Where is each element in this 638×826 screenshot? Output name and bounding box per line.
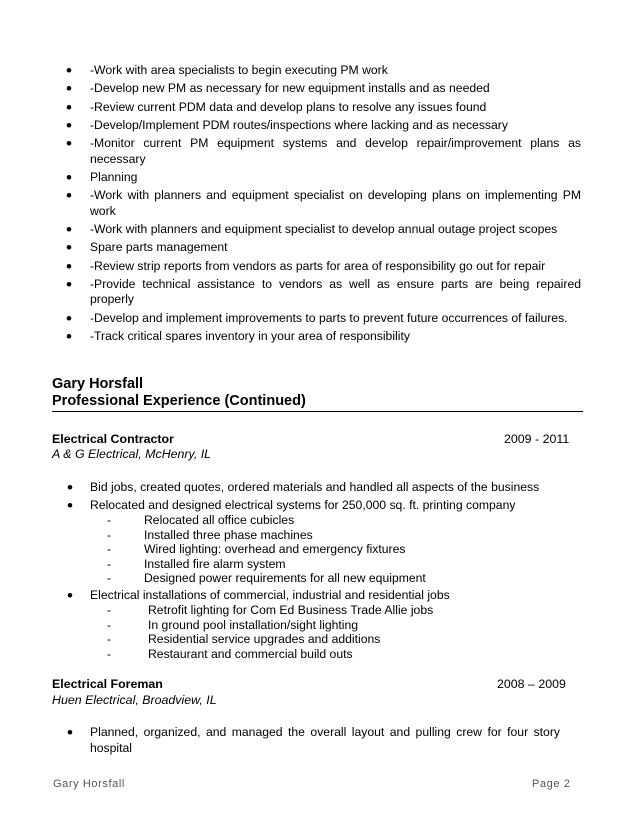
bullet-icon: • xyxy=(66,220,72,240)
list-item: • Planned, organized, and managed the overall layout and pulling crew for four story hospital xyxy=(67,723,560,755)
bullet-icon: • xyxy=(66,274,72,294)
company-name: Huen Electrical, Broadview, IL xyxy=(52,693,217,707)
bullet-icon: • xyxy=(66,61,72,80)
list-item: • Bid jobs, created quotes, ordered materials and handled all aspects of the business xyxy=(67,478,540,497)
job-title: Electrical Foreman xyxy=(52,677,163,691)
job-dates: 2008 – 2009 xyxy=(497,677,566,691)
bullet-icon: • xyxy=(66,167,72,187)
list-item: • -Track critical spares inventory in your area of responsibility xyxy=(66,327,410,347)
candidate-name: Gary Horsfall xyxy=(52,376,144,392)
sub-list-item: - Installed three phase machines xyxy=(107,527,313,542)
bullet-icon: • xyxy=(66,115,72,135)
list-item: • -Develop new PM as necessary for new equipment installs and as needed xyxy=(66,79,490,99)
list-item: • Relocated and designed electrical systems for 250,000 sq. ft. printing company - Relocated all office cubicles - Installed three phase machines - Wired lighting: overhead and emergency fixtures - Installed fire alarm system - Designed power requirements for all new equipment xyxy=(90,498,583,586)
section-title: Professional Experience (Continued) xyxy=(52,393,306,409)
bullet-icon: • xyxy=(66,256,72,276)
bullet-icon: • xyxy=(66,238,72,258)
sub-list-item: - Residential service upgrades and additions xyxy=(107,632,381,646)
list-item: • Spare parts management xyxy=(66,238,228,258)
list-item: • -Work with planners and equipment specialist to develop annual outage project scopes xyxy=(66,220,558,240)
list-item: • -Develop/Implement PDM routes/inspections where lacking and as necessary xyxy=(66,115,508,135)
sub-list-item: - Relocated all office cubicles xyxy=(107,513,295,527)
dash-icon: - xyxy=(107,527,112,542)
job-duties-list xyxy=(67,478,583,663)
dash-icon: - xyxy=(107,617,112,632)
sub-list-item: - Installed fire alarm system xyxy=(107,556,286,571)
sub-list xyxy=(90,513,583,586)
company-name: A & G Electrical, McHenry, IL xyxy=(52,447,212,461)
bullet-icon: • xyxy=(66,97,72,117)
list-item: • -Develop and implement improvements to parts to prevent future occurrences of failures. xyxy=(66,308,568,328)
list-item: • -Review strip reports from vendors as parts for area of responsibility go out for repair xyxy=(66,256,546,276)
section-divider xyxy=(52,411,583,412)
list-item: • -Monitor current PM equipment systems and develop repair/improvement plans as necessary xyxy=(66,134,581,166)
list-item: • -Work with planners and equipment specialist on developing plans on implementing PM work xyxy=(66,186,581,218)
sub-list-item: - Retrofit lighting for Com Ed Business Trade Allie jobs xyxy=(107,603,434,617)
bullet-icon: • xyxy=(66,327,72,347)
bullet-icon: • xyxy=(67,585,73,605)
bullet-icon: • xyxy=(67,478,73,497)
sub-list-item: - In ground pool installation/sight lighting xyxy=(107,617,359,632)
list-item: • -Provide technical assistance to vendors as well as ensure parts are being repaired properly xyxy=(66,274,581,307)
footer-name: Gary Horsfall xyxy=(53,778,125,790)
dash-icon: - xyxy=(107,603,112,617)
bullet-icon: • xyxy=(66,308,72,328)
list-item: • -Review current PDM data and develop plans to resolve any issues found xyxy=(66,97,487,117)
job-dates: 2009 - 2011 xyxy=(504,432,570,446)
bullet-icon: • xyxy=(66,186,72,206)
responsibilities-list xyxy=(66,61,581,347)
list-item: • -Work with area specialists to begin executing PM work xyxy=(66,61,388,80)
job-duties-list xyxy=(67,723,560,758)
dash-icon: - xyxy=(107,646,112,661)
bullet-icon: • xyxy=(67,495,73,515)
footer-page-number: Page 2 xyxy=(532,778,571,790)
bullet-icon: • xyxy=(66,79,72,99)
dash-icon: - xyxy=(107,571,112,585)
bullet-icon: • xyxy=(67,723,73,742)
sub-list-item: - Restaurant and commercial build outs xyxy=(107,646,353,661)
list-item: • Electrical installations of commercial, industrial and residential jobs - Retrofit lighting for Com Ed Business Trade Allie jobs - In ground pool installation/sight lighting - Residential service upgrades and additions - Restaurant and commercial build outs xyxy=(90,588,583,662)
dash-icon: - xyxy=(107,513,112,527)
sub-list xyxy=(90,603,583,661)
sub-list-item: - Designed power requirements for all new equipment xyxy=(107,571,426,585)
job-title: Electrical Contractor xyxy=(52,432,174,446)
sub-list-item: - Wired lighting: overhead and emergency fixtures xyxy=(107,542,406,556)
bullet-icon: • xyxy=(66,134,72,154)
dash-icon: - xyxy=(107,556,112,571)
dash-icon: - xyxy=(107,632,112,646)
list-item: • Planning xyxy=(66,167,138,187)
dash-icon: - xyxy=(107,542,112,556)
